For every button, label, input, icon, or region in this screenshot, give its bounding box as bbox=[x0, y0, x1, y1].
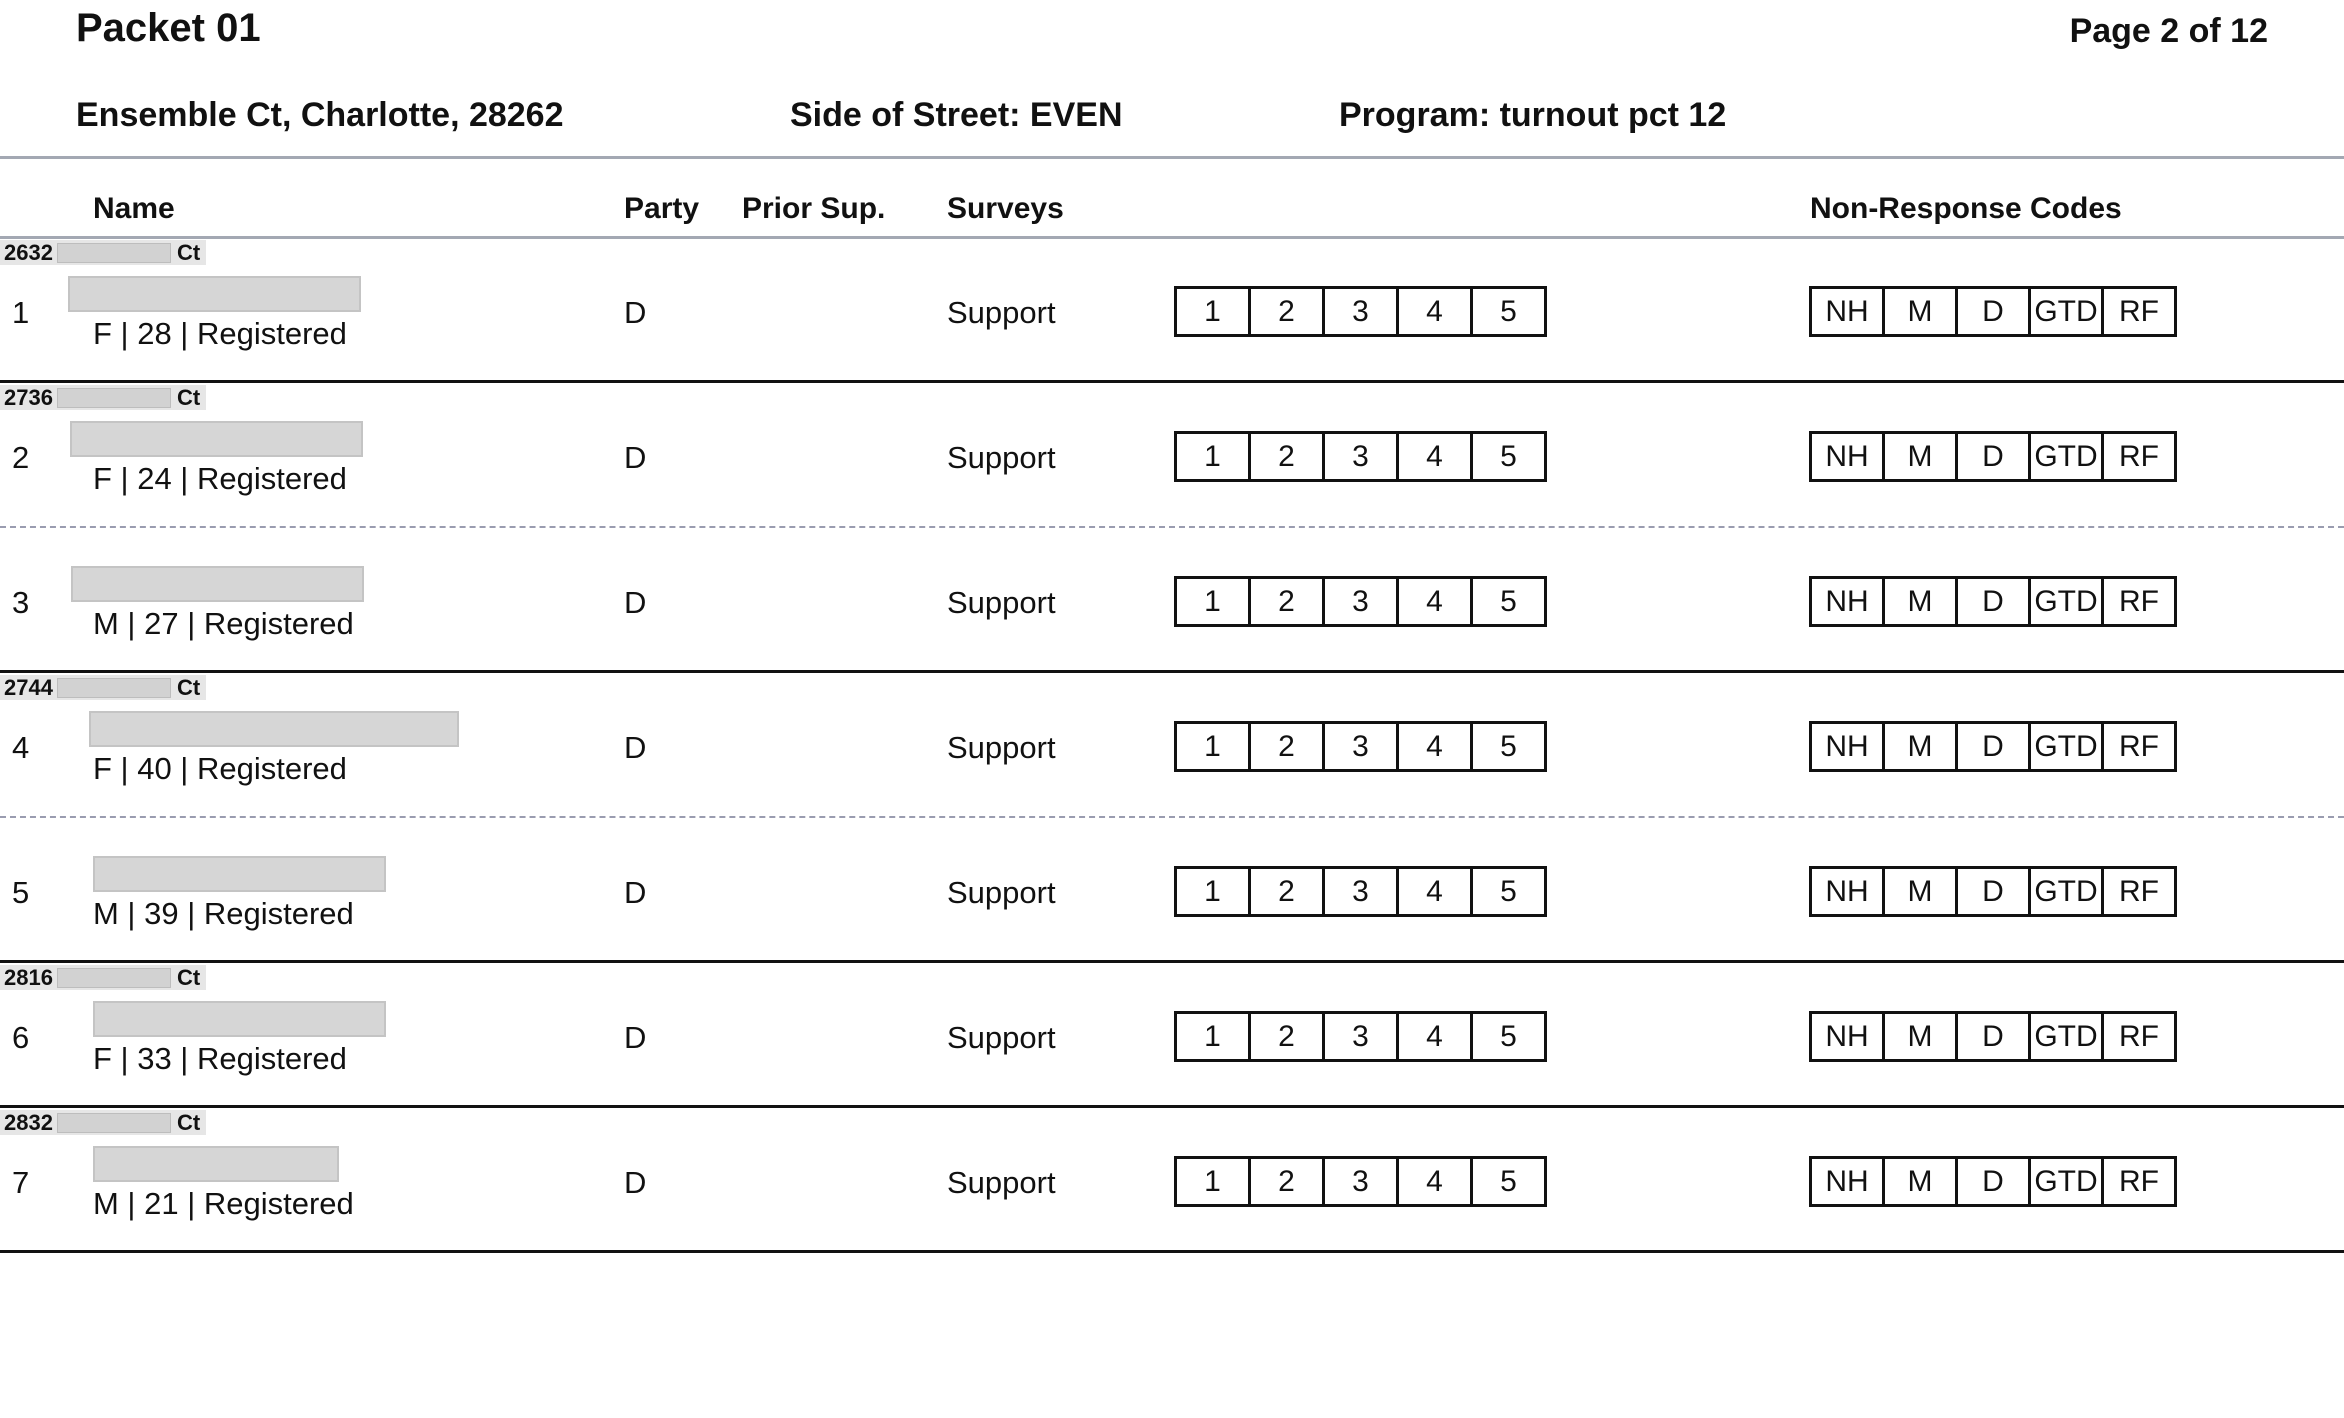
row-number: 1 bbox=[12, 295, 30, 330]
non-response-d[interactable]: D bbox=[1958, 434, 2031, 479]
non-response-m[interactable]: M bbox=[1885, 1014, 1958, 1059]
survey-option-2[interactable]: 2 bbox=[1251, 1159, 1325, 1204]
redacted-voter-name bbox=[70, 421, 363, 457]
non-response-m[interactable]: M bbox=[1885, 579, 1958, 624]
survey-option-3[interactable]: 3 bbox=[1325, 1014, 1399, 1059]
non-response-m[interactable]: M bbox=[1885, 869, 1958, 914]
non-response-codes bbox=[1809, 1156, 2177, 1207]
house-address-tag bbox=[0, 675, 206, 700]
non-response-gtd[interactable]: GTD bbox=[2031, 1159, 2104, 1204]
voter-row bbox=[0, 528, 2344, 673]
column-header-name: Name bbox=[93, 192, 175, 225]
house-address-tag bbox=[0, 240, 206, 265]
street-suffix: Ct bbox=[176, 965, 201, 990]
survey-question: Support bbox=[947, 1165, 1056, 1200]
non-response-gtd[interactable]: GTD bbox=[2031, 1014, 2104, 1059]
redacted-voter-name bbox=[93, 1146, 339, 1182]
voter-demographics: M | 21 | Registered bbox=[93, 1186, 354, 1221]
survey-option-4[interactable]: 4 bbox=[1399, 434, 1473, 479]
survey-option-1[interactable]: 1 bbox=[1177, 724, 1251, 769]
survey-option-1[interactable]: 1 bbox=[1177, 869, 1251, 914]
survey-option-4[interactable]: 4 bbox=[1399, 579, 1473, 624]
party-affiliation: D bbox=[624, 1165, 647, 1200]
non-response-codes bbox=[1809, 431, 2177, 482]
redacted-street-name bbox=[57, 1113, 171, 1133]
non-response-rf[interactable]: RF bbox=[2119, 1164, 2159, 1198]
non-response-d[interactable]: D bbox=[1958, 579, 2031, 624]
row-number: 3 bbox=[12, 585, 30, 620]
survey-scale bbox=[1174, 866, 1547, 917]
non-response-nh[interactable]: NH bbox=[1812, 1159, 1885, 1204]
side-of-street: Side of Street: EVEN bbox=[790, 96, 1123, 134]
survey-question: Support bbox=[947, 730, 1056, 765]
non-response-d[interactable]: D bbox=[1958, 869, 2031, 914]
survey-option-3[interactable]: 3 bbox=[1325, 869, 1399, 914]
street-suffix: Ct bbox=[176, 385, 201, 410]
survey-option-2[interactable]: 2 bbox=[1251, 724, 1325, 769]
non-response-gtd[interactable]: GTD bbox=[2031, 434, 2104, 479]
voter-demographics: F | 33 | Registered bbox=[93, 1041, 347, 1076]
non-response-d[interactable]: D bbox=[1958, 1159, 2031, 1204]
non-response-gtd[interactable]: GTD bbox=[2031, 869, 2104, 914]
non-response-nh[interactable]: NH bbox=[1812, 579, 1885, 624]
non-response-nh[interactable]: NH bbox=[1812, 289, 1885, 334]
voter-row bbox=[0, 238, 2344, 383]
non-response-m[interactable]: M bbox=[1885, 434, 1958, 479]
non-response-gtd[interactable]: GTD bbox=[2031, 289, 2104, 334]
house-address-tag bbox=[0, 385, 206, 410]
party-affiliation: D bbox=[624, 1020, 647, 1055]
non-response-codes bbox=[1809, 286, 2177, 337]
survey-question: Support bbox=[947, 1020, 1056, 1055]
survey-option-1[interactable]: 1 bbox=[1177, 434, 1251, 479]
party-affiliation: D bbox=[624, 440, 647, 475]
party-affiliation: D bbox=[624, 730, 647, 765]
house-number: 2744 bbox=[4, 675, 53, 700]
voter-row bbox=[0, 383, 2344, 528]
survey-scale bbox=[1174, 286, 1547, 337]
survey-option-5[interactable]: 5 bbox=[1500, 584, 1517, 618]
redacted-street-name bbox=[57, 388, 171, 408]
page-number: Page 2 of 12 bbox=[2069, 12, 2268, 50]
non-response-m[interactable]: M bbox=[1885, 1159, 1958, 1204]
survey-option-3[interactable]: 3 bbox=[1325, 289, 1399, 334]
survey-option-1[interactable]: 1 bbox=[1177, 1014, 1251, 1059]
voter-demographics: M | 39 | Registered bbox=[93, 896, 354, 931]
row-number: 5 bbox=[12, 875, 30, 910]
survey-option-5[interactable]: 5 bbox=[1500, 294, 1517, 328]
survey-option-2[interactable]: 2 bbox=[1251, 434, 1325, 479]
survey-option-5[interactable]: 5 bbox=[1500, 439, 1517, 473]
survey-option-2[interactable]: 2 bbox=[1251, 289, 1325, 334]
column-header-surveys: Surveys bbox=[947, 192, 1064, 225]
survey-scale bbox=[1174, 1156, 1547, 1207]
redacted-street-name bbox=[57, 678, 171, 698]
row-number: 4 bbox=[12, 730, 30, 765]
non-response-gtd[interactable]: GTD bbox=[2031, 579, 2104, 624]
survey-option-5[interactable]: 5 bbox=[1500, 1019, 1517, 1053]
house-number: 2736 bbox=[4, 385, 53, 410]
column-header-non-response: Non-Response Codes bbox=[1810, 192, 2122, 225]
street-suffix: Ct bbox=[176, 1110, 201, 1135]
non-response-m[interactable]: M bbox=[1885, 724, 1958, 769]
house-number: 2832 bbox=[4, 1110, 53, 1135]
survey-option-4[interactable]: 4 bbox=[1399, 724, 1473, 769]
non-response-codes bbox=[1809, 576, 2177, 627]
survey-option-4[interactable]: 4 bbox=[1399, 1159, 1473, 1204]
survey-option-3[interactable]: 3 bbox=[1325, 724, 1399, 769]
non-response-codes bbox=[1809, 866, 2177, 917]
survey-option-2[interactable]: 2 bbox=[1251, 579, 1325, 624]
row-number: 7 bbox=[12, 1165, 30, 1200]
survey-option-5[interactable]: 5 bbox=[1500, 874, 1517, 908]
survey-option-1[interactable]: 1 bbox=[1177, 1159, 1251, 1204]
non-response-d[interactable]: D bbox=[1958, 724, 2031, 769]
survey-scale bbox=[1174, 576, 1547, 627]
non-response-gtd[interactable]: GTD bbox=[2031, 724, 2104, 769]
voter-row bbox=[0, 963, 2344, 1108]
redacted-street-name bbox=[57, 968, 171, 988]
row-number: 6 bbox=[12, 1020, 30, 1055]
voter-row bbox=[0, 1108, 2344, 1253]
survey-question: Support bbox=[947, 295, 1056, 330]
voter-row bbox=[0, 673, 2344, 818]
non-response-rf[interactable]: RF bbox=[2119, 584, 2159, 618]
survey-option-5[interactable]: 5 bbox=[1500, 1164, 1517, 1198]
non-response-rf[interactable]: RF bbox=[2119, 729, 2159, 763]
street-suffix: Ct bbox=[176, 675, 201, 700]
non-response-codes bbox=[1809, 1011, 2177, 1062]
survey-option-3[interactable]: 3 bbox=[1325, 1159, 1399, 1204]
redacted-voter-name bbox=[93, 1001, 386, 1037]
non-response-m[interactable]: M bbox=[1885, 289, 1958, 334]
house-number: 2632 bbox=[4, 240, 53, 265]
survey-option-2[interactable]: 2 bbox=[1251, 1014, 1325, 1059]
survey-option-2[interactable]: 2 bbox=[1251, 869, 1325, 914]
survey-option-4[interactable]: 4 bbox=[1399, 1014, 1473, 1059]
party-affiliation: D bbox=[624, 585, 647, 620]
street-address: Ensemble Ct, Charlotte, 28262 bbox=[76, 96, 564, 134]
survey-option-5[interactable]: 5 bbox=[1500, 729, 1517, 763]
non-response-nh[interactable]: NH bbox=[1812, 869, 1885, 914]
voter-row bbox=[0, 818, 2344, 963]
house-number: 2816 bbox=[4, 965, 53, 990]
non-response-d[interactable]: D bbox=[1958, 1014, 2031, 1059]
voter-demographics: M | 27 | Registered bbox=[93, 606, 354, 641]
survey-scale bbox=[1174, 431, 1547, 482]
column-header-prior-support: Prior Sup. bbox=[742, 192, 886, 225]
voter-demographics: F | 28 | Registered bbox=[93, 316, 347, 351]
party-affiliation: D bbox=[624, 295, 647, 330]
survey-question: Support bbox=[947, 585, 1056, 620]
survey-option-3[interactable]: 3 bbox=[1325, 434, 1399, 479]
row-divider bbox=[0, 1250, 2344, 1253]
column-header-party: Party bbox=[624, 192, 700, 225]
program-label: Program: turnout pct 12 bbox=[1339, 96, 1727, 134]
header-divider bbox=[0, 156, 2344, 159]
non-response-rf[interactable]: RF bbox=[2119, 294, 2159, 328]
survey-scale bbox=[1174, 721, 1547, 772]
non-response-rf[interactable]: RF bbox=[2119, 439, 2159, 473]
packet-title: Packet 01 bbox=[76, 6, 261, 50]
redacted-street-name bbox=[57, 243, 171, 263]
house-address-tag bbox=[0, 965, 206, 990]
street-suffix: Ct bbox=[176, 240, 201, 265]
survey-option-1[interactable]: 1 bbox=[1177, 289, 1251, 334]
non-response-nh[interactable]: NH bbox=[1812, 434, 1885, 479]
survey-option-3[interactable]: 3 bbox=[1325, 579, 1399, 624]
voter-demographics: F | 24 | Registered bbox=[93, 461, 347, 496]
redacted-voter-name bbox=[71, 566, 364, 602]
survey-question: Support bbox=[947, 440, 1056, 475]
redacted-voter-name bbox=[68, 276, 361, 312]
non-response-rf[interactable]: RF bbox=[2119, 874, 2159, 908]
survey-scale bbox=[1174, 1011, 1547, 1062]
voter-demographics: F | 40 | Registered bbox=[93, 751, 347, 786]
non-response-rf[interactable]: RF bbox=[2119, 1019, 2159, 1053]
redacted-voter-name bbox=[93, 856, 386, 892]
non-response-nh[interactable]: NH bbox=[1812, 1014, 1885, 1059]
survey-option-1[interactable]: 1 bbox=[1177, 579, 1251, 624]
house-address-tag bbox=[0, 1110, 206, 1135]
party-affiliation: D bbox=[624, 875, 647, 910]
row-number: 2 bbox=[12, 440, 30, 475]
redacted-voter-name bbox=[89, 711, 459, 747]
survey-option-4[interactable]: 4 bbox=[1399, 289, 1473, 334]
non-response-codes bbox=[1809, 721, 2177, 772]
non-response-d[interactable]: D bbox=[1958, 289, 2031, 334]
survey-question: Support bbox=[947, 875, 1056, 910]
non-response-nh[interactable]: NH bbox=[1812, 724, 1885, 769]
survey-option-4[interactable]: 4 bbox=[1399, 869, 1473, 914]
